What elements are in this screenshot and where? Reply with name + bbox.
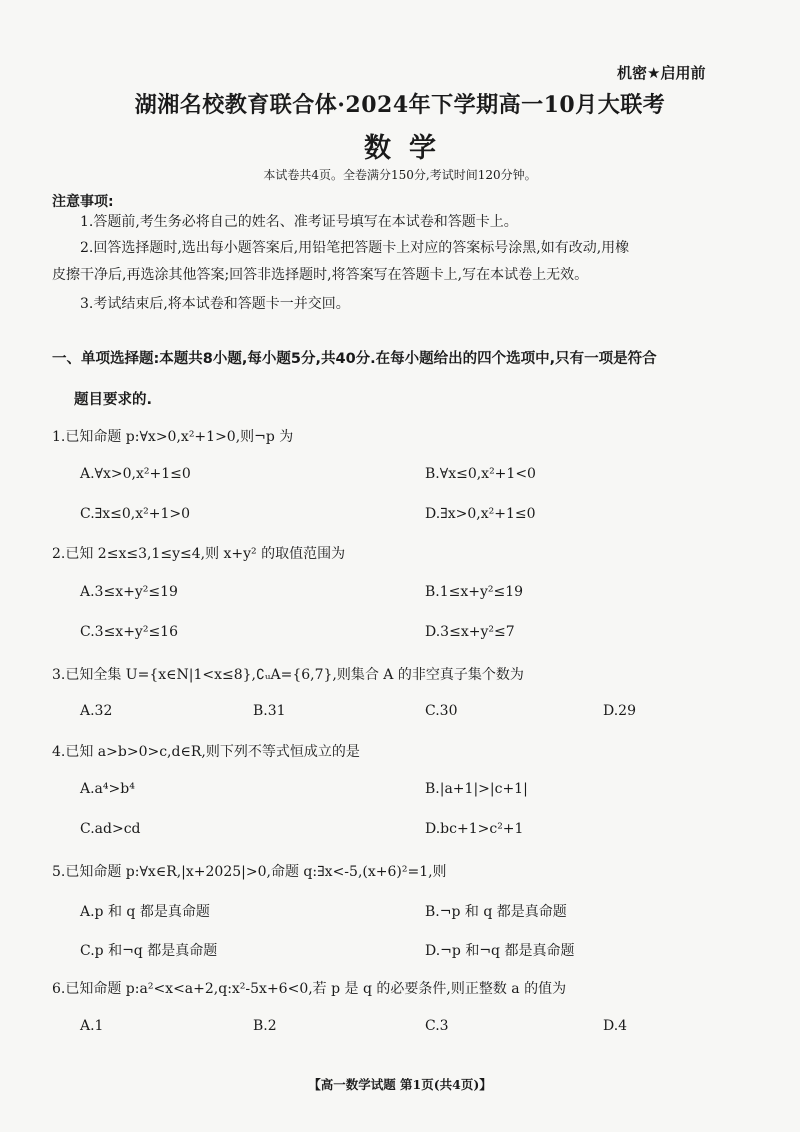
option-c: C.∃x≤0,x²+1>0 [80, 506, 191, 522]
option-c: C.30 [425, 703, 458, 719]
option-a: A.a⁴>b⁴ [80, 781, 135, 797]
option-d: D.¬p 和¬q 都是真命题 [425, 943, 575, 959]
page-footer: 【高一数学试题 第1页(共4页)】 [308, 1077, 492, 1092]
option-b: B.1≤x+y²≤19 [425, 584, 524, 600]
question-stem: 5.已知命题 p:∀x∈R,|x+2025|>0,命题 q:∃x<-5,(x+6)²=1,则 [52, 864, 447, 880]
notice-title: 注意事项: [52, 194, 114, 210]
subject-title: 数学 [364, 133, 454, 164]
option-d: D.3≤x+y²≤7 [425, 624, 515, 640]
option-b: B.¬p 和 q 都是真命题 [425, 904, 567, 920]
question-stem: 2.已知 2≤x≤3,1≤y≤4,则 x+y² 的取值范围为 [52, 546, 346, 562]
option-d: D.4 [603, 1018, 628, 1034]
option-d: D.∃x>0,x²+1≤0 [425, 506, 536, 522]
question-stem: 4.已知 a>b>0>c,d∈R,则下列不等式恒成立的是 [52, 744, 360, 760]
option-a: A.3≤x+y²≤19 [80, 584, 178, 600]
option-c: C.3≤x+y²≤16 [80, 624, 178, 640]
question-stem: 6.已知命题 p:a²<x<a+2,q:x²-5x+6<0,若 p 是 q 的必要条件,则正整数 a 的值为 [52, 981, 567, 997]
option-b: B.∀x≤0,x²+1<0 [425, 466, 536, 482]
option-a: A.p 和 q 都是真命题 [80, 904, 210, 920]
option-b: B.31 [253, 703, 286, 719]
option-c: C.ad>cd [80, 821, 141, 837]
option-a: A.1 [80, 1018, 104, 1034]
question-stem: 3.已知全集 U={x∈N|1<x≤8},∁ᵤA={6,7},则集合 A 的非空真子集个数为 [52, 667, 524, 683]
option-c: C.3 [425, 1018, 449, 1034]
exam-info: 本试卷共4页。全卷满分150分,考试时间120分钟。 [263, 168, 537, 182]
option-b: B.2 [253, 1018, 277, 1034]
option-a: A.32 [80, 703, 113, 719]
notice-item-2: 2.回答选择题时,选出每小题答案后,用铅笔把答题卡上对应的答案标号涂黑,如有改动,用橡 [80, 240, 630, 256]
section-heading: 一、单项选择题:本题共8小题,每小题5分,共40分.在每小题给出的四个选项中,只有一项是符合 [52, 351, 657, 367]
notice-item-3: 3.考试结束后,将本试卷和答题卡一并交回。 [80, 296, 350, 312]
confidential-label: 机密★启用前 [617, 64, 706, 82]
option-b: B.|a+1|>|c+1| [425, 781, 528, 797]
notice-item-2-cont: 皮擦干净后,再选涂其他答案;回答非选择题时,将答案写在答题卡上,写在本试卷上无效。 [52, 267, 589, 283]
exam-title: 湖湘名校教育联合体·2024年下学期高一10月大联考 [134, 92, 666, 118]
question-stem: 1.已知命题 p:∀x>0,x²+1>0,则¬p 为 [52, 429, 294, 445]
option-a: A.∀x>0,x²+1≤0 [80, 466, 191, 482]
option-d: D.bc+1>c²+1 [425, 821, 524, 837]
option-c: C.p 和¬q 都是真命题 [80, 943, 218, 959]
notice-item-1: 1.答题前,考生务必将自己的姓名、准考证号填写在本试卷和答题卡上。 [80, 214, 518, 230]
option-d: D.29 [603, 703, 636, 719]
section-heading-cont: 题目要求的. [74, 392, 153, 408]
